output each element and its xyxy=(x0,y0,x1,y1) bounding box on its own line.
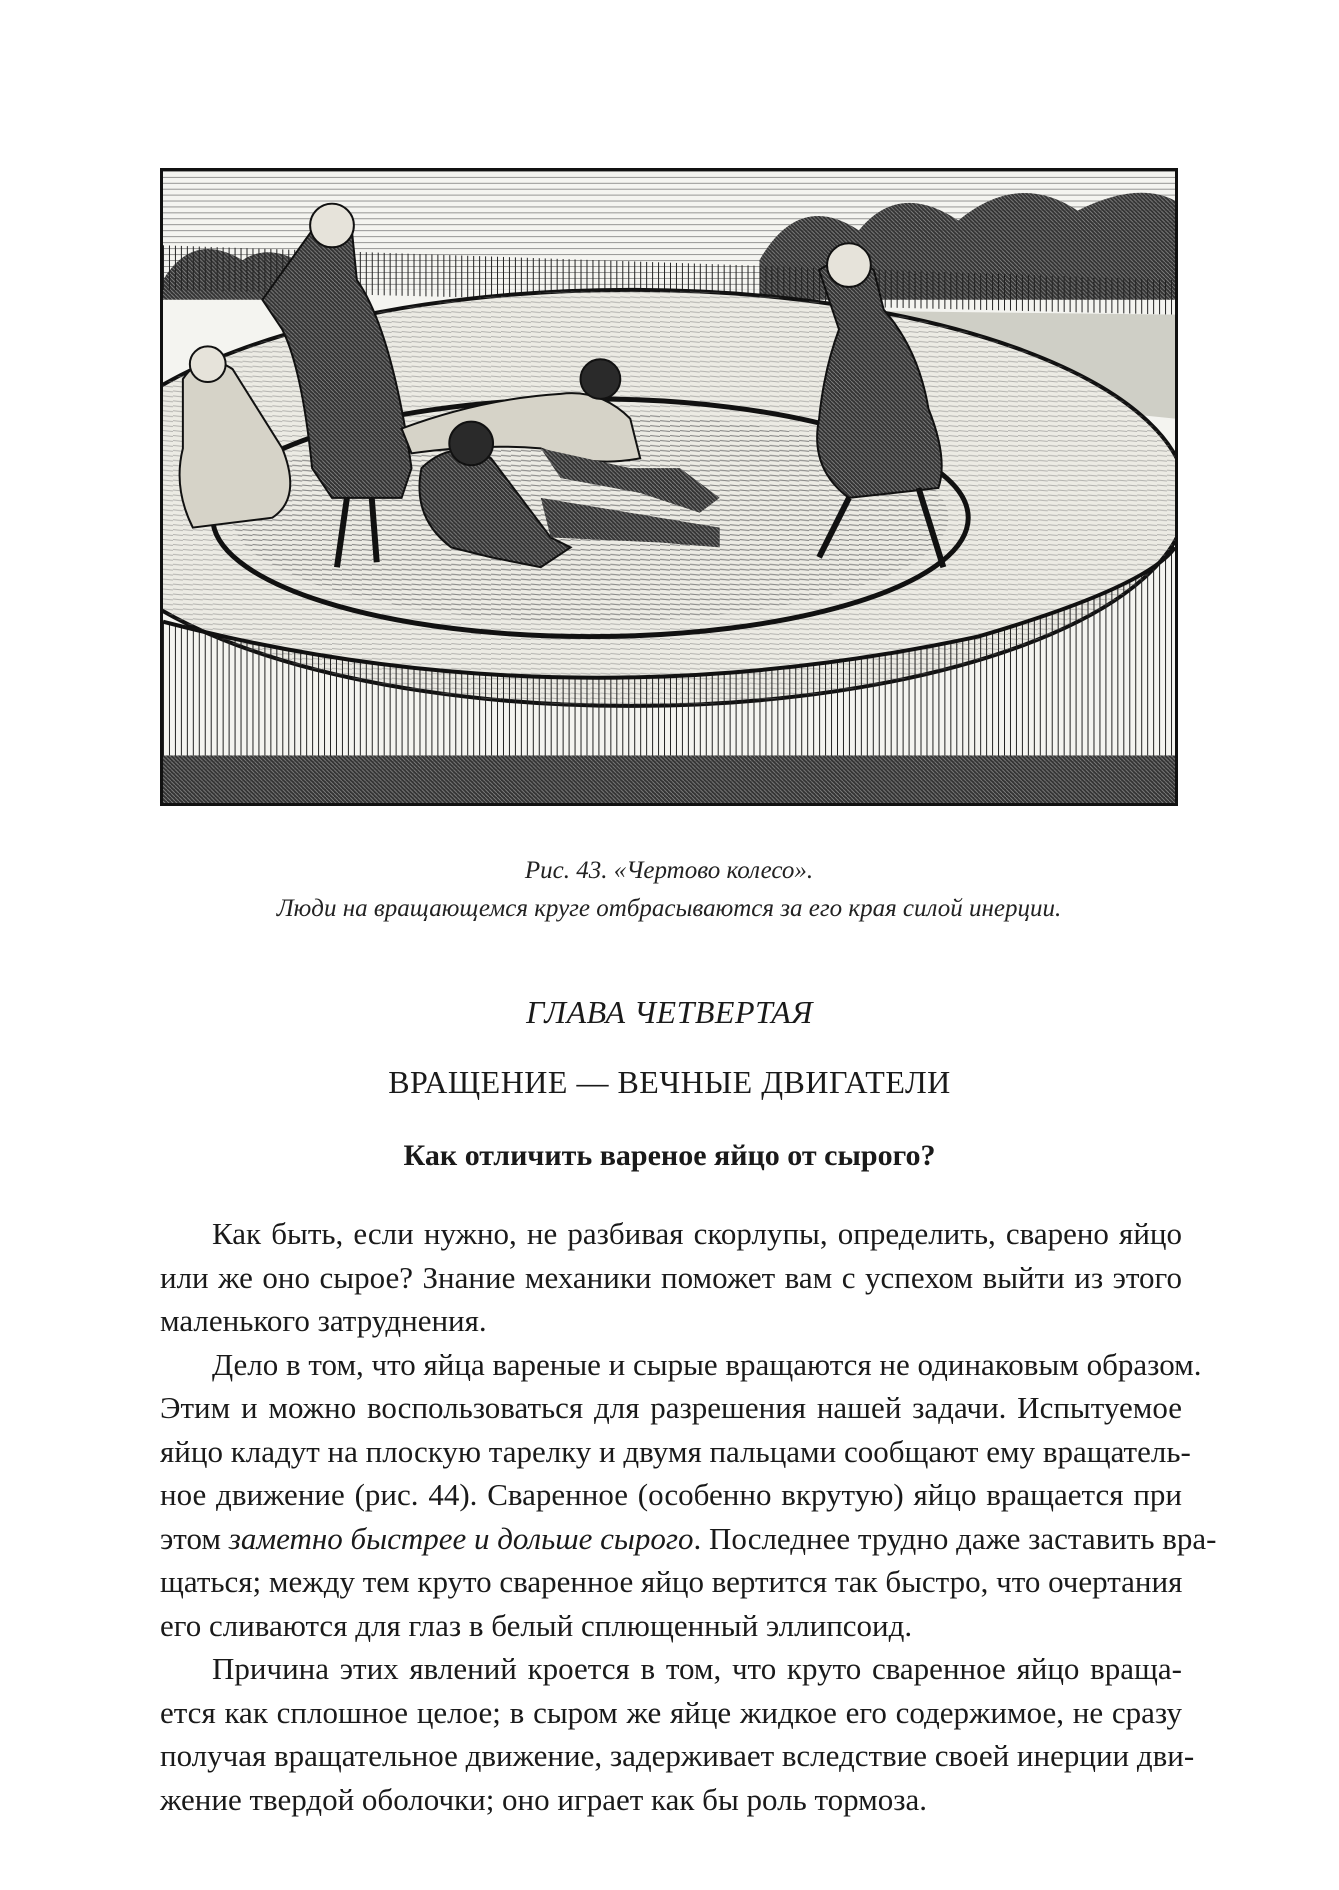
text-line-with-emphasis xyxy=(160,1517,1217,1561)
engraving-image xyxy=(163,171,1175,803)
text-line: Дело в том, что яйца вареные и сырые вращаются не одинаковым образом. xyxy=(212,1346,1202,1382)
text-line: его сливаются для глаз в белый сплющенный эллипсоид. xyxy=(160,1607,913,1643)
section-title: Как отличить вареное яйцо от сырого? xyxy=(403,1139,936,1172)
text-line: маленького затруднения. xyxy=(160,1303,487,1338)
body-text xyxy=(160,1212,1217,1821)
text-line: Как быть, если нужно, не разбивая скорлупы, определить, сварено яйцо xyxy=(212,1216,1182,1251)
text-line: яйцо кладут на плоскую тарелку и двумя пальцами сообщают ему вращатель- xyxy=(160,1433,1191,1469)
text-fragment: этом xyxy=(160,1520,229,1556)
caption-line: Люди на вращающемся круге отбрасываются за его края силой инерции. xyxy=(276,895,1062,922)
text-line: Причина этих явлений кроется в том, что круто сваренное яйцо враща- xyxy=(212,1651,1182,1686)
part-title: ВРАЩЕНИЕ — ВЕЧНЫЕ ДВИГАТЕЛИ xyxy=(388,1064,951,1100)
emphasized-text: заметно быстрее и дольше сырого xyxy=(228,1520,694,1556)
text-line: щаться; между тем круто сваренное яйцо вертится так быстро, что очертания xyxy=(160,1564,1183,1599)
text-fragment: . Последнее трудно даже заставить вра- xyxy=(693,1520,1217,1556)
text-line: жение твердой оболочки; оно играет как бы роль тормоза. xyxy=(160,1781,928,1817)
text-line: ное движение (рис. 44). Сваренное (особенно вкрутую) яйцо вращается при xyxy=(160,1477,1182,1512)
text-line: Этим и можно воспользоваться для разрешения нашей задачи. Испытуемое xyxy=(160,1390,1182,1425)
text-line: ется как сплошное целое; в сыром же яйце жидкое его содержимое, не сразу xyxy=(160,1694,1182,1730)
illustration-devils-wheel xyxy=(160,168,1178,806)
figure-caption xyxy=(160,852,1178,928)
text-line: получая вращательное движение, задерживает вследствие своей инерции дви- xyxy=(160,1738,1195,1773)
text-line: или же оно сырое? Знание механики поможет вам с успехом выйти из этого xyxy=(160,1259,1182,1295)
caption-line: Рис. 43. «Чертово колесо». xyxy=(524,857,814,884)
chapter-heading: ГЛАВА ЧЕТВЕРТАЯ xyxy=(526,994,813,1030)
